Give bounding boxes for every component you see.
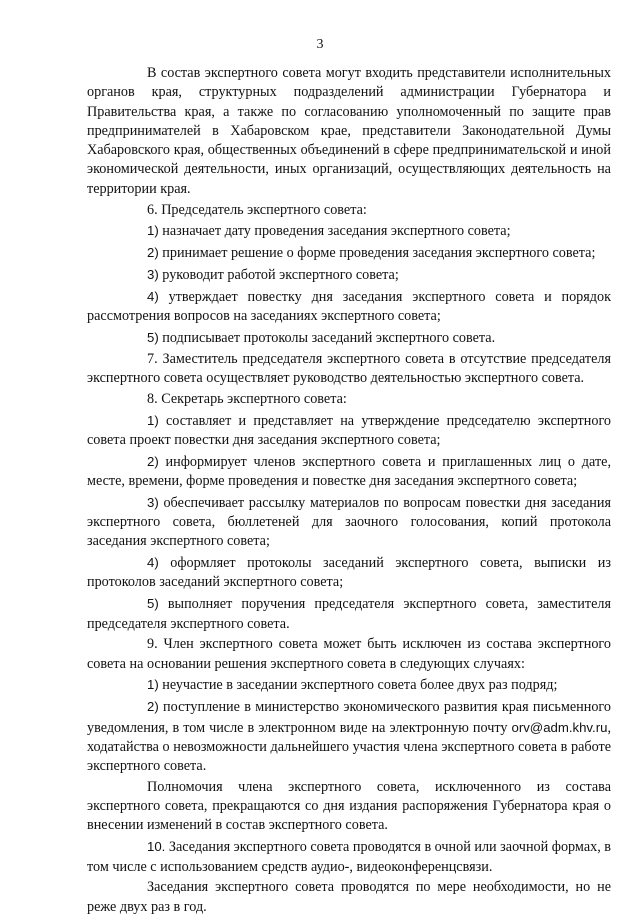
list-item: 3) обеспечивает рассылку материалов по вопросам повестки дня заседания экспертного совета, бюллетеней для заочного голосования, копий протокола заседания экспертного совета;	[87, 494, 611, 550]
paragraph-deputy: 7. Заместитель председателя экспертного совета в отсутствие председателя экспертного совета осуществляет руководство деятельностью экспертного совета.	[87, 350, 611, 386]
list-item: 1) неучастие в заседании экспертного совета более двух раз подряд;	[147, 677, 558, 694]
list-item: 5) подписывает протоколы заседаний экспертного совета.	[147, 329, 496, 346]
list-item: 5) выполняет поручения председателя экспертного совета, заместителя председателя экспертного совета.	[87, 596, 611, 632]
list-item: 1) назначает дату проведения заседания экспертного совета;	[147, 223, 511, 240]
paragraph-powers: Полномочия члена экспертного совета, исключенного из состава экспертного совета, прекращаются со дня издания распоряжения Губернатора края о внесении изменений в состав экспертного совета.	[87, 778, 611, 834]
page-number: 3	[316, 37, 324, 52]
list-item: 4) оформляет протоколы заседаний экспертного совета, выписки из протоколов заседаний экспертного совета;	[87, 555, 611, 591]
paragraph-exclusion: 9. Член экспертного совета может быть исключен из состава экспертного совета на основании решения экспертного совета в следующих случаях:	[87, 636, 611, 672]
list-item: 2) принимает решение о форме проведения заседания экспертного совета;	[147, 245, 596, 262]
list-item: 2) поступление в министерство экономического развития края письменного уведомления, в том числе в электронном виде на электронную почту orv@adm.khv.ru, ходатайства о невозможности дальнейшего участия члена экспертного совета в работе экспертного совета.	[87, 699, 611, 775]
list-item: 1) составляет и представляет на утверждение председателю экспертного совета проект повестки дня заседания экспертного совета;	[87, 412, 611, 448]
paragraph-meeting-frequency: Заседания экспертного совета проводятся по мере необходимости, но не реже двух раз в год.	[87, 879, 611, 915]
paragraph-meetings: 10. Заседания экспертного совета проводятся в очной или заочной формах, в том числе с использованием средств аудио-, видеоконференцсвязи.	[87, 839, 612, 875]
list-item: 3) руководит работой экспертного совета;	[147, 266, 399, 283]
document-body	[87, 64, 611, 917]
paragraph-secretary-heading: 8. Секретарь экспертного совета:	[147, 390, 347, 407]
paragraph-chairman-heading: 6. Председатель экспертного совета:	[147, 201, 367, 218]
paragraph-composition: В состав экспертного совета могут входить представители исполнительных органов края, структурных подразделений администрации Губернатора и Правительства края, а также по согласованию уполномоченный по защите прав предпринимателей в Хабаровском крае, представители Законодательной Думы Хабаровского края, общественных объединений в сфере предпринимательской и иной экономической деятельности, иных организаций, осуществляющих деятельность на территории края.	[87, 65, 611, 197]
list-item: 2) информирует членов экспертного совета и приглашенных лиц о дате, месте, времени, форме проведения и повестке дня заседания экспертного совета;	[87, 453, 611, 489]
email-address: orv@adm.khv.ru	[511, 719, 608, 735]
list-item: 4) утверждает повестку дня заседания экспертного совета и порядок рассмотрения вопросов на заседаниях экспертного совета;	[87, 288, 611, 325]
